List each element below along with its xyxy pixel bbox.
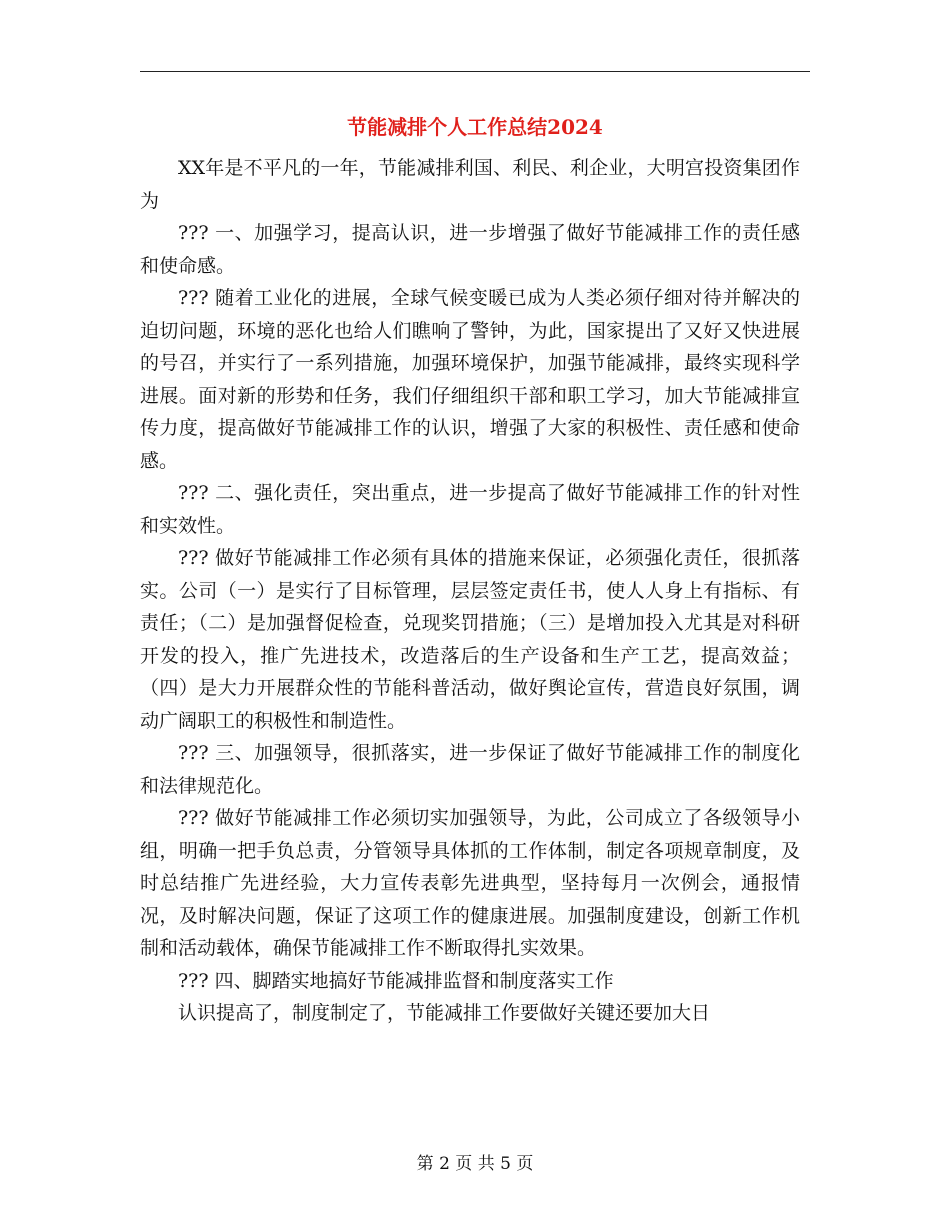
page-number-footer: 第 2 页 共 5 页 — [416, 1154, 534, 1174]
header-rule — [140, 71, 810, 72]
heading-section-3: ??? 三、加强领导，很抓落实，进一步保证了做好节能减排工作的制度化和法律规范化。 — [140, 742, 800, 797]
document-title: 节能减排个人工作总结2024 — [347, 115, 603, 139]
paragraph-section-3: ??? 做好节能减排工作必须切实加强领导，为此，公司成立了各级领导小组，明确一把手负总责，分管领导具体抓的工作体制，制定各项规章制度，及时总结推广先进经验，大力宣传表彰先进典型，坚持每月一次例会，通报情况，及时解决问题，保证了这项工作的健康进展。加强制度建设，创新工作机制和活动载体，确保节能减排工作不断取得扎实效果。 — [140, 807, 800, 959]
paragraph-section-2: ??? 做好节能减排工作必须有具体的措施来保证，必须强化责任，很抓落实。公司（一）是实行了目标管理，层层签定责任书，使人人身上有指标、有责任；（二）是加强督促检查，兑现奖罚措施；（三）是增加投入尤其是对科研开发的投入，推广先进技术，改造落后的生产设备和生产工艺，提高效益；（四）是大力开展群众性的节能科普活动，做好舆论宣传，营造良好氛围，调动广阔职工的积极性和制造性。 — [140, 547, 800, 732]
heading-section-4: ??? 四、脚踏实地搞好节能减排监督和制度落实工作 — [178, 969, 614, 992]
heading-section-2: ??? 二、强化责任，突出重点，进一步提高了做好节能减排工作的针对性和实效性。 — [140, 482, 800, 537]
paragraph-section-4: 认识提高了，制度制定了，节能减排工作要做好关键还要加大日 — [178, 1002, 711, 1024]
heading-section-1: ??? 一、加强学习，提高认识，进一步增强了做好节能减排工作的责任感和使命感。 — [140, 222, 800, 277]
document-body — [140, 152, 800, 1030]
paragraph-intro: XX年是不平凡的一年，节能减排利国、利民、利企业，大明宫投资集团作为 — [140, 157, 800, 212]
paragraph-section-1: ??? 随着工业化的进展，全球气候变暖已成为人类必须仔细对待并解决的迫切问题，环境的恶化也给人们瞧响了警钟，为此，国家提出了又好又快进展的号召，并实行了一系列措施，加强环境保护，加强节能减排，最终实现科学进展。面对新的形势和任务，我们仔细组织干部和职工学习，加大节能减排宣传力度，提高做好节能减排工作的认识，增强了大家的积极性、责任感和使命感。 — [140, 287, 800, 472]
